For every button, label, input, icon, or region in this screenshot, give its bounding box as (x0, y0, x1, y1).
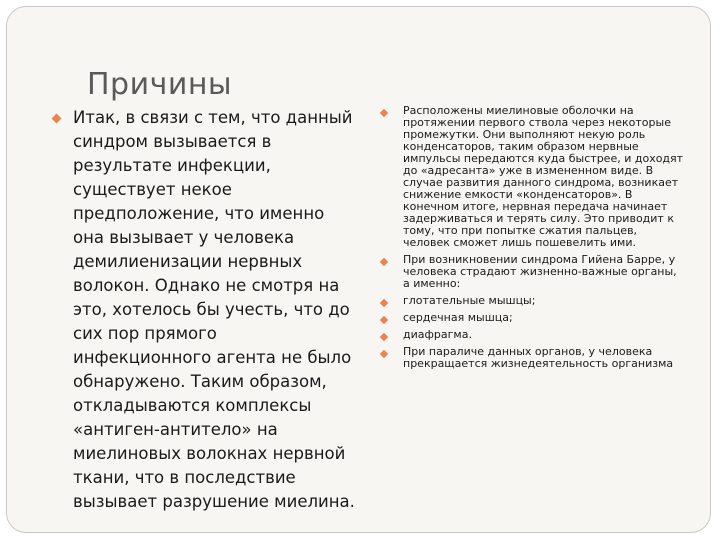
bullet-diamond-icon (380, 258, 388, 266)
slide-title: Причины (87, 67, 233, 102)
right-bullet-text: сердечная мышца; (403, 311, 513, 324)
bullet-diamond-icon (380, 333, 388, 341)
right-bullet (379, 346, 684, 370)
right-bullet (379, 295, 684, 307)
right-bullet (379, 105, 684, 249)
right-bullet-text: диафрагма. (403, 328, 472, 341)
left-bullet (51, 106, 356, 514)
bullet-diamond-icon (380, 316, 388, 324)
right-bullet-text: При параличе данных органов, у человека прекращается жизнедеятельность организма (403, 345, 674, 370)
right-bullet-text: При возникновении синдрома Гийена Барре, у человека страдают жизненно-важные органы, а именно: (403, 253, 677, 290)
left-bullet-text: Итак, в связи с тем, что данный синдром вызывается в результате инфекции, существует некое предположение, что именно она вызывает у человека демилиенизации нервных волокон. Однако не смотря на это, хотелось бы учесть, что до сих пор прямого инфекционного агента не было обнаружено. Таким образом, откладываются комплексы «антиген-антитело» на миелиновых волокнах нервной ткани, что в последствие вызывает разрушение миелина. (73, 108, 355, 511)
right-bullet-text: Расположены миелиновые оболочки на протяжении первого ствола через некоторые промежутки. Они выполняют некую роль конденсаторов, таким образом нервные импульсы передаются куда быстрее, и доходят до «адресанта» уже в измененном виде. В случае развития данного синдрома, возникает снижение емкости «конденсаторов». В конечном итоге, нервная передача начинает задерживаться и терять силу. Это приводит к тому, что при попытке сжатия пальцев, человек сможет лишь пошевелить ими. (403, 104, 684, 249)
bullet-diamond-icon (380, 350, 388, 358)
right-bullet (379, 254, 684, 290)
bullet-diamond-icon (380, 299, 388, 307)
right-bullet (379, 329, 684, 341)
bullet-diamond-icon (52, 114, 62, 124)
slide (6, 6, 711, 533)
right-bullet-text: глотательные мышцы; (403, 294, 536, 307)
left-column (51, 106, 356, 514)
right-bullet (379, 312, 684, 324)
right-column (379, 105, 684, 375)
bullet-diamond-icon (380, 109, 388, 117)
